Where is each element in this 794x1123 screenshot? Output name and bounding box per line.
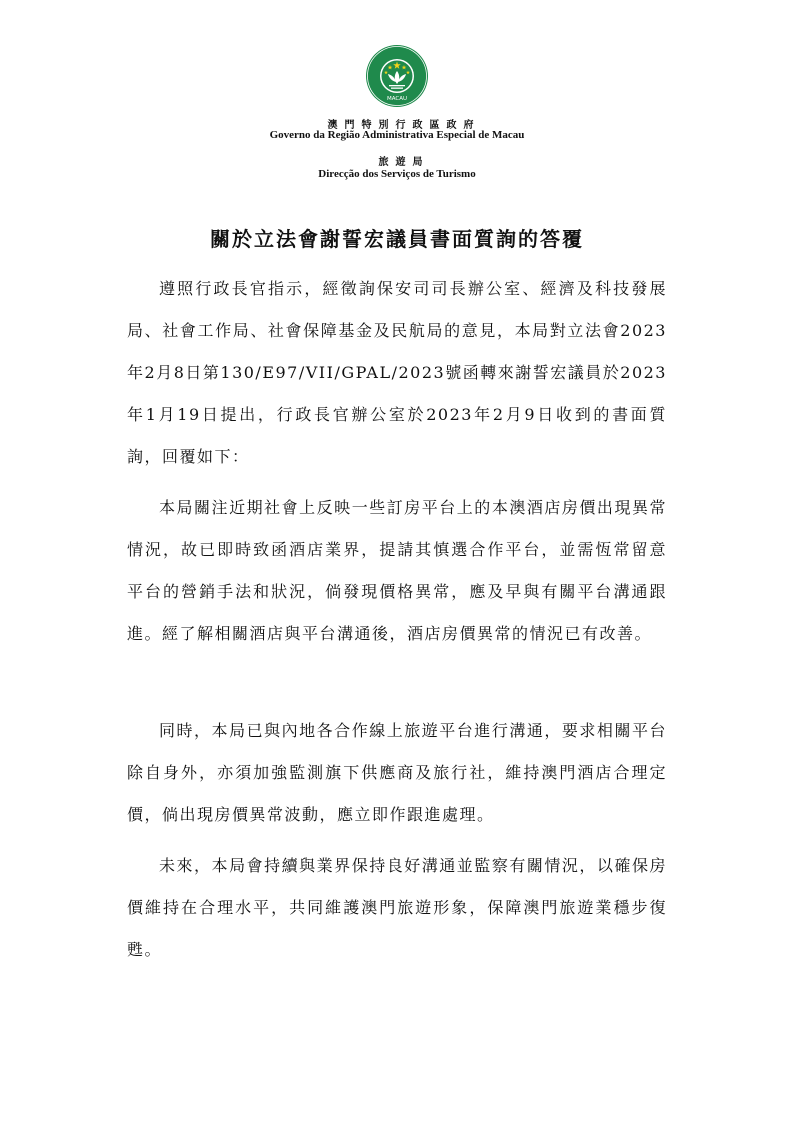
department-name-chinese: 旅遊局 <box>378 157 430 168</box>
macau-emblem-icon <box>365 44 429 108</box>
department-name-portuguese: Direcção dos Serviços de Turismo <box>318 168 476 180</box>
government-name-chinese: 澳門特別行政區政府 <box>327 120 481 131</box>
body-paragraph: 遵照行政長官指示，經徵詢保安司司長辦公室、經濟及科技發展局、社會工作局、社會保障基金及民航局的意見，本局對立法會2023年2月8日第130/E97/VII/GPAL/2023號函轉來謝誓宏議員於2023年1月19日提出，行政長官辦公室於2023年2月9日收到的書面質詢，回覆如下： <box>127 279 667 466</box>
government-name-portuguese: Governo da Região Administrativa Especial de Macau <box>269 129 525 141</box>
emblem-text: MACAU <box>386 96 408 102</box>
body-paragraph: 未來，本局會持續與業界保持良好溝通並監察有關情況，以確保房價維持在合理水平，共同維護澳門旅遊形象，保障澳門旅遊業穩步復甦。 <box>127 856 667 959</box>
body-paragraph: 同時，本局已與內地各合作線上旅遊平台進行溝通，要求相關平台除自身外，亦須加強監測旗下供應商及旅行社，維持澳門酒店合理定價，倘出現房價異常波動，應立即作跟進處理。 <box>127 721 667 824</box>
document-title: 關於立法會謝誓宏議員書面質詢的答覆 <box>210 227 584 251</box>
body-paragraph: 本局關注近期社會上反映一些訂房平台上的本澳酒店房價出現異常情況，故已即時致函酒店業界，提請其慎選合作平台，並需恆常留意平台的營銷手法和狀況，倘發現價格異常，應及早與有關平台溝通跟進。經了解相關酒店與平台溝通後，酒店房價異常的情況已有改善。 <box>127 498 667 643</box>
